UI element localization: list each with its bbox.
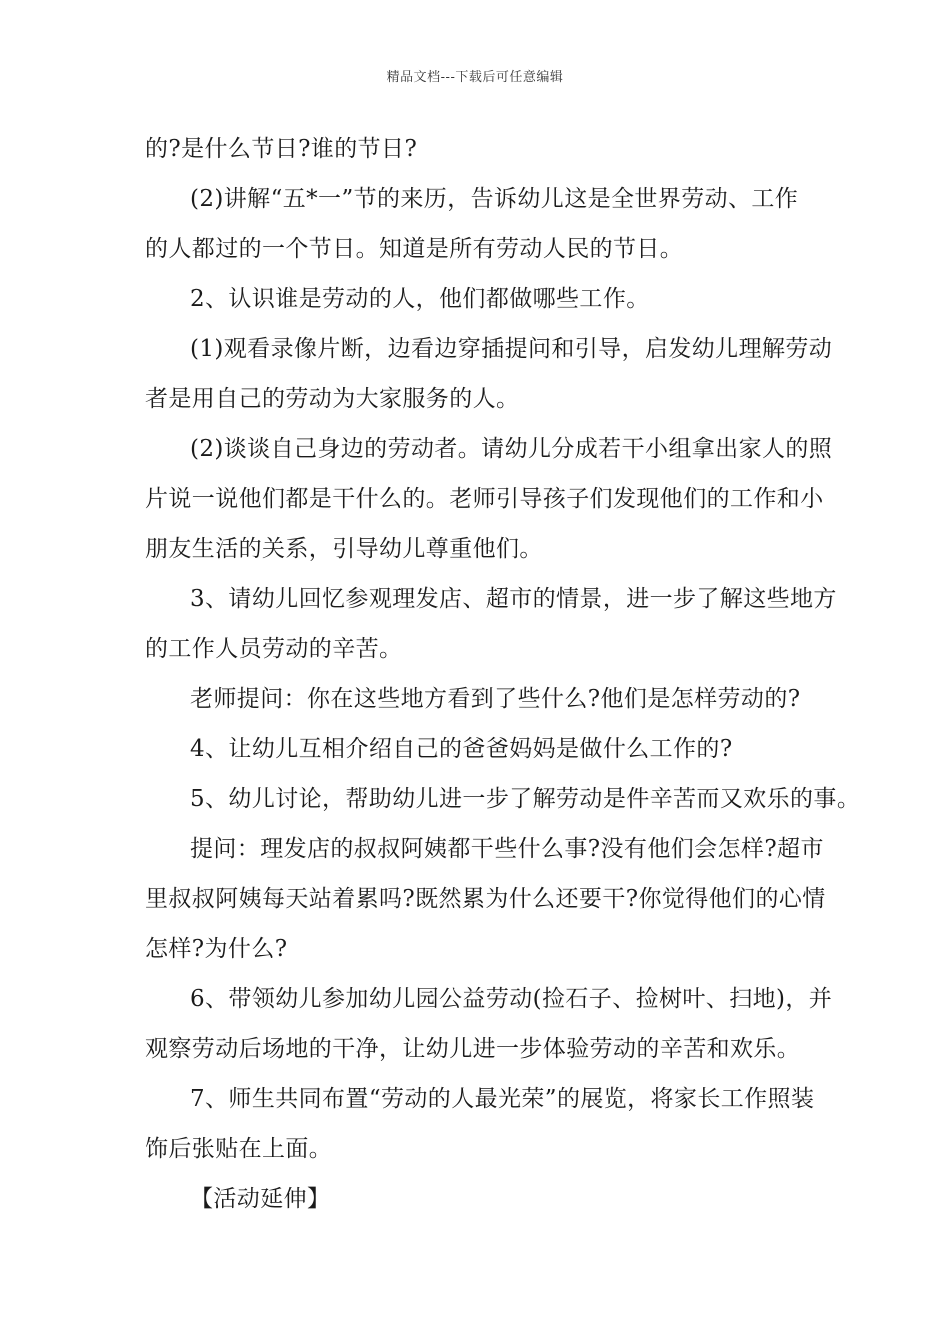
text-line-10: 3、请幼儿回忆参观理发店、超市的情景，进一步了解这些地方	[190, 586, 837, 612]
text-line-18: 6、带领幼儿参加幼儿园公益劳动(捡石子、捡树叶、扫地)，并	[190, 986, 833, 1012]
text-line-14: 5、幼儿讨论，帮助幼儿进一步了解劳动是件辛苦而又欢乐的事。	[190, 786, 861, 812]
text-line-11: 的工作人员劳动的辛苦。	[145, 636, 403, 662]
text-line-20: 7、师生共同布置“劳动的人最光荣”的展览，将家长工作照装	[190, 1086, 815, 1112]
text-line-5: (1)观看录像片断，边看边穿插提问和引导，启发幼儿理解劳动	[190, 336, 833, 362]
text-line-17: 怎样?为什么?	[145, 936, 288, 962]
text-line-12: 老师提问：你在这些地方看到了些什么?他们是怎样劳动的?	[190, 686, 801, 712]
text-line-6: 者是用自己的劳动为大家服务的人。	[145, 386, 520, 412]
section-heading: 【活动延伸】	[190, 1186, 331, 1212]
text-line-16: 里叔叔阿姨每天站着累吗?既然累为什么还要干?你觉得他们的心情	[145, 886, 826, 912]
text-line-21: 饰后张贴在上面。	[145, 1136, 333, 1162]
text-line-1: 的?是什么节日?谁的节日?	[145, 136, 418, 162]
text-line-19: 观察劳动后场地的干净，让幼儿进一步体验劳动的辛苦和欢乐。	[145, 1036, 801, 1062]
text-line-3: 的人都过的一个节日。知道是所有劳动人民的节日。	[145, 236, 684, 262]
text-line-8: 片说一说他们都是干什么的。老师引导孩子们发现他们的工作和小	[145, 486, 824, 512]
text-line-4: 2、认识谁是劳动的人，他们都做哪些工作。	[190, 286, 650, 312]
text-line-13: 4、让幼儿互相介绍自己的爸爸妈妈是做什么工作的?	[190, 736, 733, 762]
text-line-2: (2)讲解“五*一”节的来历，告诉幼儿这是全世界劳动、工作	[190, 186, 799, 212]
text-line-7: (2)谈谈自己身边的劳动者。请幼儿分成若干小组拿出家人的照	[190, 436, 833, 462]
text-line-15: 提问：理发店的叔叔阿姨都干些什么事?没有他们会怎样?超市	[190, 836, 824, 862]
text-line-9: 朋友生活的关系，引导幼儿尊重他们。	[145, 536, 543, 562]
page-header: 精品文档---下载后可任意编辑	[386, 70, 564, 85]
